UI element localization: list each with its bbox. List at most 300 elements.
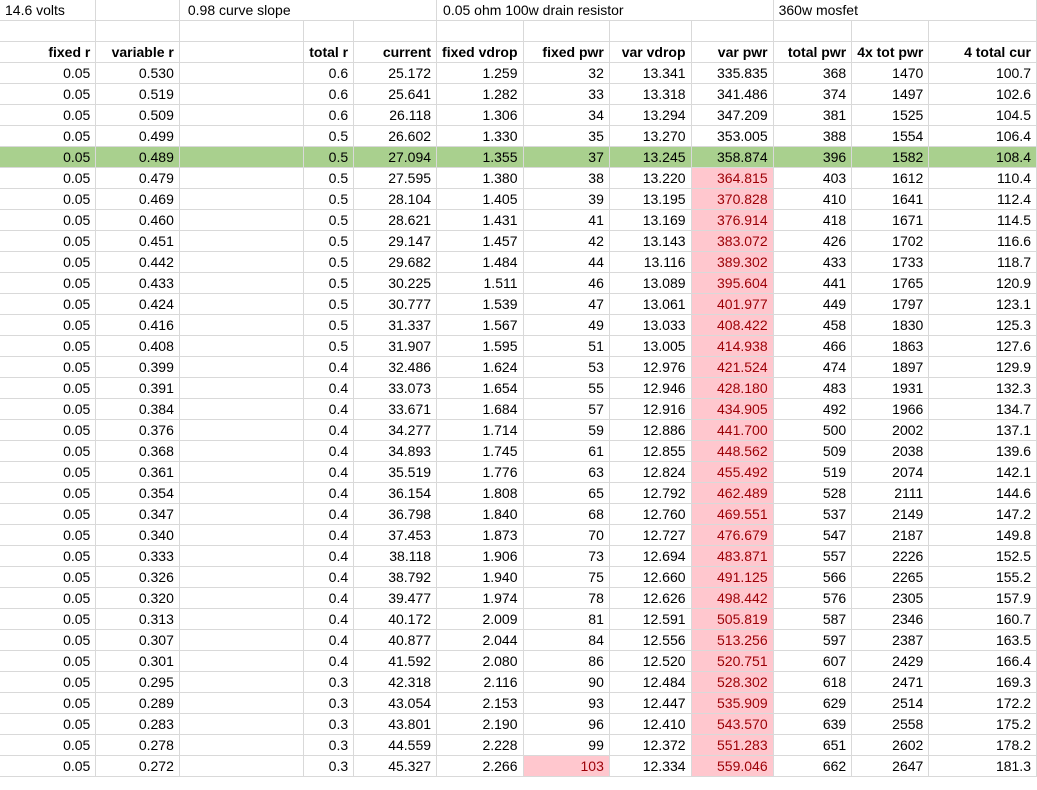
table-cell[interactable]: 78 [523,588,609,609]
table-cell[interactable]: 519 [773,462,852,483]
table-cell[interactable]: 0.460 [96,210,180,231]
table-cell[interactable]: 0.4 [304,378,354,399]
table-cell[interactable]: 1525 [852,105,929,126]
table-cell[interactable]: 1863 [852,336,929,357]
table-cell[interactable]: 476.679 [691,525,773,546]
column-header[interactable]: total pwr [773,42,852,63]
table-cell[interactable]: 0.05 [0,84,96,105]
table-cell[interactable]: 469.551 [691,504,773,525]
table-cell[interactable]: 13.116 [609,252,691,273]
table-cell[interactable]: 2558 [852,714,929,735]
table-cell[interactable]: 12.520 [609,651,691,672]
table-cell[interactable]: 0.05 [0,399,96,420]
table-cell[interactable]: 0.05 [0,147,96,168]
table-cell[interactable]: 100.7 [929,63,1037,84]
empty-cell[interactable] [0,21,96,42]
table-cell[interactable]: 551.283 [691,735,773,756]
table-cell[interactable]: 629 [773,693,852,714]
volts-cell[interactable] [0,0,96,21]
table-cell[interactable]: 12.916 [609,399,691,420]
table-cell[interactable]: 129.9 [929,357,1037,378]
table-cell[interactable]: 1.808 [437,483,523,504]
table-cell[interactable]: 93 [523,693,609,714]
table-cell[interactable]: 418 [773,210,852,231]
table-cell[interactable]: 0.4 [304,462,354,483]
table-cell[interactable]: 2387 [852,630,929,651]
table-cell[interactable]: 0.3 [304,756,354,777]
table-cell[interactable]: 0.05 [0,168,96,189]
column-header[interactable]: var pwr [691,42,773,63]
table-cell[interactable]: 1702 [852,231,929,252]
table-cell[interactable]: 383.072 [691,231,773,252]
table-cell[interactable]: 0.451 [96,231,180,252]
table-cell[interactable]: 1497 [852,84,929,105]
table-cell[interactable]: 0.05 [0,378,96,399]
table-cell[interactable]: 13.294 [609,105,691,126]
table-cell[interactable]: 2471 [852,672,929,693]
table-cell[interactable]: 13.220 [609,168,691,189]
table-cell[interactable]: 2429 [852,651,929,672]
table-cell[interactable]: 1.654 [437,378,523,399]
empty-cell[interactable] [179,63,303,84]
table-cell[interactable]: 160.7 [929,609,1037,630]
table-cell[interactable]: 483 [773,378,852,399]
table-cell[interactable]: 607 [773,651,852,672]
table-cell[interactable]: 500 [773,420,852,441]
table-cell[interactable]: 2074 [852,462,929,483]
table-cell[interactable]: 0.4 [304,483,354,504]
table-cell[interactable]: 1.405 [437,189,523,210]
table-cell[interactable]: 1.745 [437,441,523,462]
empty-cell[interactable] [354,0,437,21]
table-cell[interactable]: 374 [773,84,852,105]
table-cell[interactable]: 42 [523,231,609,252]
table-cell[interactable]: 157.9 [929,588,1037,609]
table-cell[interactable]: 0.408 [96,336,180,357]
table-cell[interactable]: 27.595 [354,168,437,189]
table-cell[interactable]: 1.380 [437,168,523,189]
table-cell[interactable]: 0.05 [0,189,96,210]
column-header[interactable]: 4 total cur [929,42,1037,63]
table-cell[interactable]: 61 [523,441,609,462]
table-cell[interactable]: 0.4 [304,588,354,609]
table-cell[interactable]: 2346 [852,609,929,630]
empty-cell[interactable] [179,735,303,756]
table-cell[interactable]: 353.005 [691,126,773,147]
table-cell[interactable]: 528 [773,483,852,504]
table-cell[interactable]: 426 [773,231,852,252]
table-cell[interactable]: 12.792 [609,483,691,504]
table-cell[interactable]: 0.530 [96,63,180,84]
table-cell[interactable]: 433 [773,252,852,273]
empty-cell[interactable] [691,21,773,42]
table-cell[interactable]: 13.318 [609,84,691,105]
table-cell[interactable]: 0.05 [0,735,96,756]
table-cell[interactable]: 1.539 [437,294,523,315]
table-cell[interactable]: 0.05 [0,714,96,735]
table-cell[interactable]: 1.776 [437,462,523,483]
table-cell[interactable]: 155.2 [929,567,1037,588]
empty-cell[interactable] [179,756,303,777]
table-cell[interactable]: 466 [773,336,852,357]
table-cell[interactable]: 0.4 [304,420,354,441]
table-cell[interactable]: 458 [773,315,852,336]
table-cell[interactable]: 33 [523,84,609,105]
table-cell[interactable]: 0.301 [96,651,180,672]
table-cell[interactable]: 0.509 [96,105,180,126]
table-cell[interactable]: 144.6 [929,483,1037,504]
table-cell[interactable]: 449 [773,294,852,315]
table-cell[interactable]: 651 [773,735,852,756]
table-cell[interactable]: 172.2 [929,693,1037,714]
table-cell[interactable]: 1641 [852,189,929,210]
table-cell[interactable]: 0.479 [96,168,180,189]
table-cell[interactable]: 0.6 [304,105,354,126]
table-cell[interactable]: 1671 [852,210,929,231]
table-cell[interactable]: 12.694 [609,546,691,567]
table-cell[interactable]: 139.6 [929,441,1037,462]
table-cell[interactable]: 84 [523,630,609,651]
table-cell[interactable]: 2305 [852,588,929,609]
empty-cell[interactable] [179,21,303,42]
table-cell[interactable]: 513.256 [691,630,773,651]
slope-cell[interactable] [179,0,353,21]
table-cell[interactable]: 40.877 [354,630,437,651]
table-cell[interactable]: 2.009 [437,609,523,630]
table-cell[interactable]: 0.5 [304,168,354,189]
table-cell[interactable]: 389.302 [691,252,773,273]
table-cell[interactable]: 12.372 [609,735,691,756]
empty-cell[interactable] [179,252,303,273]
table-cell[interactable]: 421.524 [691,357,773,378]
table-cell[interactable]: 40.172 [354,609,437,630]
table-cell[interactable]: 28.621 [354,210,437,231]
table-cell[interactable]: 178.2 [929,735,1037,756]
column-header[interactable]: fixed pwr [523,42,609,63]
empty-cell[interactable] [179,567,303,588]
table-cell[interactable]: 0.4 [304,441,354,462]
resistor-cell[interactable] [437,0,692,21]
table-cell[interactable]: 462.489 [691,483,773,504]
table-cell[interactable]: 147.2 [929,504,1037,525]
table-cell[interactable]: 0.4 [304,567,354,588]
table-cell[interactable]: 2.190 [437,714,523,735]
table-cell[interactable]: 0.347 [96,504,180,525]
table-cell[interactable]: 81 [523,609,609,630]
table-cell[interactable]: 13.341 [609,63,691,84]
table-cell[interactable]: 44 [523,252,609,273]
table-cell[interactable]: 455.492 [691,462,773,483]
column-header[interactable]: total r [304,42,354,63]
empty-cell[interactable] [304,21,354,42]
table-cell[interactable]: 358.874 [691,147,773,168]
table-cell[interactable]: 13.089 [609,273,691,294]
table-cell[interactable]: 1.684 [437,399,523,420]
table-cell[interactable]: 2647 [852,756,929,777]
table-cell[interactable]: 38.792 [354,567,437,588]
table-cell[interactable]: 370.828 [691,189,773,210]
table-cell[interactable]: 106.4 [929,126,1037,147]
table-cell[interactable]: 0.519 [96,84,180,105]
table-cell[interactable]: 2602 [852,735,929,756]
table-cell[interactable]: 13.005 [609,336,691,357]
column-header[interactable]: fixed r [0,42,96,63]
table-cell[interactable]: 68 [523,504,609,525]
table-cell[interactable]: 42.318 [354,672,437,693]
table-cell[interactable]: 12.824 [609,462,691,483]
table-cell[interactable]: 27.094 [354,147,437,168]
table-cell[interactable]: 35 [523,126,609,147]
empty-cell[interactable] [929,21,1037,42]
table-cell[interactable]: 2514 [852,693,929,714]
table-cell[interactable]: 0.289 [96,693,180,714]
table-cell[interactable]: 0.05 [0,210,96,231]
table-cell[interactable]: 12.886 [609,420,691,441]
empty-cell[interactable] [354,21,437,42]
table-cell[interactable]: 2149 [852,504,929,525]
table-cell[interactable]: 163.5 [929,630,1037,651]
table-cell[interactable]: 0.5 [304,210,354,231]
table-cell[interactable]: 116.6 [929,231,1037,252]
table-cell[interactable]: 25.172 [354,63,437,84]
table-cell[interactable]: 1.355 [437,147,523,168]
table-cell[interactable]: 46 [523,273,609,294]
table-cell[interactable]: 434.905 [691,399,773,420]
table-cell[interactable]: 12.660 [609,567,691,588]
table-cell[interactable]: 175.2 [929,714,1037,735]
empty-cell[interactable] [179,525,303,546]
table-cell[interactable]: 134.7 [929,399,1037,420]
table-cell[interactable]: 31.907 [354,336,437,357]
table-cell[interactable]: 0.307 [96,630,180,651]
table-cell[interactable]: 0.391 [96,378,180,399]
table-cell[interactable]: 181.3 [929,756,1037,777]
table-cell[interactable]: 44.559 [354,735,437,756]
table-cell[interactable]: 347.209 [691,105,773,126]
table-cell[interactable]: 388 [773,126,852,147]
empty-cell[interactable] [852,21,929,42]
table-cell[interactable]: 0.384 [96,399,180,420]
table-cell[interactable]: 0.5 [304,336,354,357]
table-cell[interactable]: 0.5 [304,231,354,252]
empty-cell[interactable] [179,420,303,441]
table-cell[interactable]: 39 [523,189,609,210]
table-cell[interactable]: 341.486 [691,84,773,105]
table-cell[interactable]: 73 [523,546,609,567]
table-cell[interactable]: 103 [523,756,609,777]
table-cell[interactable]: 90 [523,672,609,693]
table-cell[interactable]: 102.6 [929,84,1037,105]
table-cell[interactable]: 12.447 [609,693,691,714]
table-cell[interactable]: 395.604 [691,273,773,294]
table-cell[interactable]: 1.457 [437,231,523,252]
empty-cell[interactable] [179,84,303,105]
table-cell[interactable]: 0.05 [0,672,96,693]
table-cell[interactable]: 537 [773,504,852,525]
table-cell[interactable]: 0.313 [96,609,180,630]
table-cell[interactable]: 1.974 [437,588,523,609]
table-cell[interactable]: 0.05 [0,756,96,777]
empty-cell[interactable] [179,483,303,504]
table-cell[interactable]: 13.169 [609,210,691,231]
column-header[interactable]: variable r [96,42,180,63]
table-cell[interactable]: 12.727 [609,525,691,546]
empty-cell[interactable] [929,0,1037,21]
table-cell[interactable]: 28.104 [354,189,437,210]
table-cell[interactable]: 2265 [852,567,929,588]
empty-cell[interactable] [179,714,303,735]
table-cell[interactable]: 0.489 [96,147,180,168]
table-cell[interactable]: 0.4 [304,357,354,378]
table-cell[interactable]: 509 [773,441,852,462]
empty-cell[interactable] [179,294,303,315]
table-cell[interactable]: 498.442 [691,588,773,609]
table-cell[interactable]: 0.6 [304,63,354,84]
table-cell[interactable]: 0.3 [304,735,354,756]
table-cell[interactable]: 0.326 [96,567,180,588]
table-cell[interactable]: 2.228 [437,735,523,756]
table-cell[interactable]: 2.116 [437,672,523,693]
table-cell[interactable]: 0.6 [304,84,354,105]
empty-cell[interactable] [179,588,303,609]
table-cell[interactable]: 132.3 [929,378,1037,399]
table-cell[interactable]: 149.8 [929,525,1037,546]
table-cell[interactable]: 70 [523,525,609,546]
table-cell[interactable]: 0.05 [0,651,96,672]
empty-cell[interactable] [179,147,303,168]
table-cell[interactable]: 169.3 [929,672,1037,693]
table-cell[interactable]: 0.05 [0,105,96,126]
table-cell[interactable]: 1.714 [437,420,523,441]
table-cell[interactable]: 410 [773,189,852,210]
table-cell[interactable]: 13.270 [609,126,691,147]
table-cell[interactable]: 0.05 [0,462,96,483]
table-cell[interactable]: 597 [773,630,852,651]
table-cell[interactable]: 403 [773,168,852,189]
table-cell[interactable]: 1582 [852,147,929,168]
table-cell[interactable]: 0.05 [0,315,96,336]
table-cell[interactable]: 557 [773,546,852,567]
table-cell[interactable]: 29.682 [354,252,437,273]
table-cell[interactable]: 51 [523,336,609,357]
table-cell[interactable]: 13.143 [609,231,691,252]
table-cell[interactable]: 32 [523,63,609,84]
table-cell[interactable]: 0.3 [304,714,354,735]
table-cell[interactable]: 12.556 [609,630,691,651]
table-cell[interactable]: 2111 [852,483,929,504]
table-cell[interactable]: 108.4 [929,147,1037,168]
mosfet-cell[interactable] [773,0,929,21]
table-cell[interactable]: 2002 [852,420,929,441]
table-cell[interactable]: 99 [523,735,609,756]
table-cell[interactable]: 26.602 [354,126,437,147]
table-cell[interactable]: 1470 [852,63,929,84]
table-cell[interactable]: 1.511 [437,273,523,294]
table-cell[interactable]: 1.306 [437,105,523,126]
table-cell[interactable]: 483.871 [691,546,773,567]
table-cell[interactable]: 57 [523,399,609,420]
table-cell[interactable]: 0.05 [0,504,96,525]
empty-cell[interactable] [179,378,303,399]
empty-cell[interactable] [179,210,303,231]
empty-cell[interactable] [437,21,523,42]
table-cell[interactable]: 114.5 [929,210,1037,231]
table-cell[interactable]: 1.595 [437,336,523,357]
table-cell[interactable]: 1.282 [437,84,523,105]
table-cell[interactable]: 1.940 [437,567,523,588]
column-header[interactable]: fixed vdrop [437,42,523,63]
table-cell[interactable]: 0.5 [304,189,354,210]
empty-cell[interactable] [179,168,303,189]
empty-cell[interactable] [179,651,303,672]
table-cell[interactable]: 12.976 [609,357,691,378]
empty-cell[interactable] [179,231,303,252]
table-cell[interactable]: 520.751 [691,651,773,672]
table-cell[interactable]: 0.05 [0,546,96,567]
table-cell[interactable]: 0.272 [96,756,180,777]
table-cell[interactable]: 2187 [852,525,929,546]
table-cell[interactable]: 1966 [852,399,929,420]
table-cell[interactable]: 428.180 [691,378,773,399]
table-cell[interactable]: 0.4 [304,525,354,546]
empty-cell[interactable] [179,630,303,651]
table-cell[interactable]: 34.893 [354,441,437,462]
table-cell[interactable]: 12.760 [609,504,691,525]
table-cell[interactable]: 43.801 [354,714,437,735]
table-cell[interactable]: 0.5 [304,315,354,336]
table-cell[interactable]: 1931 [852,378,929,399]
table-cell[interactable]: 1.624 [437,357,523,378]
empty-cell[interactable] [179,315,303,336]
table-cell[interactable]: 441.700 [691,420,773,441]
table-cell[interactable]: 0.399 [96,357,180,378]
table-cell[interactable]: 137.1 [929,420,1037,441]
table-cell[interactable]: 53 [523,357,609,378]
table-cell[interactable]: 0.5 [304,126,354,147]
empty-cell[interactable] [179,273,303,294]
table-cell[interactable]: 43.054 [354,693,437,714]
table-cell[interactable]: 39.477 [354,588,437,609]
table-cell[interactable]: 0.442 [96,252,180,273]
table-cell[interactable]: 33.671 [354,399,437,420]
table-cell[interactable]: 0.278 [96,735,180,756]
table-cell[interactable]: 13.245 [609,147,691,168]
table-cell[interactable]: 364.815 [691,168,773,189]
table-cell[interactable]: 32.486 [354,357,437,378]
table-cell[interactable]: 118.7 [929,252,1037,273]
table-cell[interactable]: 104.5 [929,105,1037,126]
table-cell[interactable]: 38.118 [354,546,437,567]
table-cell[interactable]: 396 [773,147,852,168]
table-cell[interactable]: 2226 [852,546,929,567]
table-cell[interactable]: 47 [523,294,609,315]
table-cell[interactable]: 491.125 [691,567,773,588]
table-cell[interactable]: 13.033 [609,315,691,336]
empty-cell[interactable] [523,21,609,42]
table-cell[interactable]: 0.333 [96,546,180,567]
table-cell[interactable]: 559.046 [691,756,773,777]
table-cell[interactable]: 12.484 [609,672,691,693]
table-cell[interactable]: 448.562 [691,441,773,462]
table-cell[interactable]: 0.320 [96,588,180,609]
table-cell[interactable]: 45.327 [354,756,437,777]
table-cell[interactable]: 1765 [852,273,929,294]
table-cell[interactable]: 0.05 [0,63,96,84]
table-cell[interactable]: 12.591 [609,609,691,630]
table-cell[interactable]: 86 [523,651,609,672]
table-cell[interactable]: 618 [773,672,852,693]
empty-cell[interactable] [179,441,303,462]
